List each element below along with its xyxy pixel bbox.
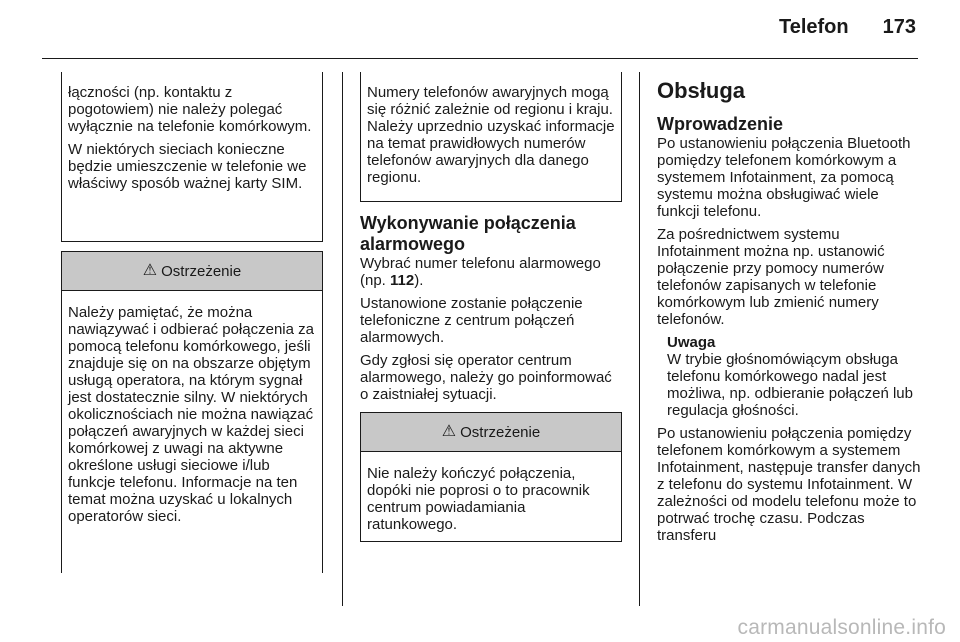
info-paragraph-1: łączności (np. kontaktu z pogotowiem) nie należy polegać wyłącznie na telefonie komórkowym. (68, 84, 312, 135)
warning-box (61, 251, 323, 573)
section-heading: Wykonywanie połączenia alarmowego (360, 213, 576, 254)
column-divider-2 (639, 72, 640, 606)
page-title: Telefon (778, 16, 849, 38)
warning-triangle-icon: ⚠ (142, 262, 158, 279)
subheading: Wprowadzenie (657, 114, 784, 134)
info-paragraph-2: W niektórych sieciach konieczne będzie umieszczenie w telefonie we właściwy sposób ważnej karty SIM. (68, 141, 307, 192)
warning-triangle-icon: ⚠ (441, 423, 457, 440)
column-1 (61, 72, 323, 573)
note-text: W trybie głośnomówiącym obsługa telefonu komórkowego nadal jest możliwa, np. odbieranie połączeń lub regulacja głośności. (667, 351, 913, 419)
warning-header (62, 252, 322, 291)
warning-header (361, 413, 621, 452)
paragraph-dial: Wybrać numer telefonu alarmowego (np. 112). (360, 255, 601, 289)
warning-box (360, 412, 622, 542)
warning-text: Nie należy kończyć połączenia, dopóki nie poprosi o to pracownik centrum powiadamiania ratunkowego. (367, 465, 590, 533)
column-3 (657, 78, 922, 550)
header-divider (42, 58, 918, 59)
paragraph-functions: Za pośrednictwem systemu Infotainment można np. ustanowić połączenie przy pomocy numerów telefonów zapisanych w telefonie komórkowym lub zmienić numery telefonów. (657, 226, 885, 328)
paragraph-connection: Ustanowione zostanie połączenie telefoniczne z centrum połączeń alarmowych. (360, 295, 583, 346)
watermark: carmanualsonline.info (737, 616, 946, 639)
info-box (61, 72, 323, 242)
page-header (779, 16, 916, 46)
warning-title: Ostrzeżenie (460, 423, 541, 441)
note-block (657, 334, 922, 419)
page-number: 173 (882, 16, 916, 38)
info-box (360, 72, 622, 202)
section-heading: Obsługa (657, 78, 746, 103)
warning-title: Ostrzeżenie (161, 262, 242, 280)
paragraph-transfer: Po ustanowieniu połączenia pomiędzy telefonem komórkowym a systemem Infotainment, następuje transfer danych z telefonu do systemu Infotainment. W zależności od modelu telefonu może to potrwać trochę czasu. Podczas transferu (657, 425, 921, 544)
column-2 (360, 72, 622, 542)
info-paragraph: Numery telefonów awaryjnych mogą się różnić zależnie od regionu i kraju. Należy uprzednio uzyskać informacje na temat prawidłowych numerów telefonów awaryjnych dla danego regionu. (367, 84, 615, 186)
paragraph-intro: Po ustanowieniu połączenia Bluetooth pomiędzy telefonem komórkowym a systemem Infotainment, za pomocą systemu można obsługiwać wiele funkcji telefonu. (657, 135, 911, 220)
note-label: Uwaga (667, 334, 716, 351)
emergency-number: 112 (390, 272, 415, 289)
column-divider-1 (342, 72, 343, 606)
warning-text: Należy pamiętać, że można nawiązywać i odbierać połączenia za pomocą telefonu komórkowego, jeśli znajduje się on na obszarze objętym usługą operatora, na którym sygnał jest dostatecznie silny. W niektórych okolicznościach nie można nawiązać połączeń awaryjnych w każdej sieci komórkowej z uwagi na aktywne określone usługi sieciowe i/lub funkcje telefonu. Informacje na ten temat można uzyskać u lokalnych operatorów sieci. (68, 304, 314, 525)
paragraph-operator: Gdy zgłosi się operator centrum alarmowego, należy go poinformować o zaistniałej sytuacji. (360, 352, 612, 403)
